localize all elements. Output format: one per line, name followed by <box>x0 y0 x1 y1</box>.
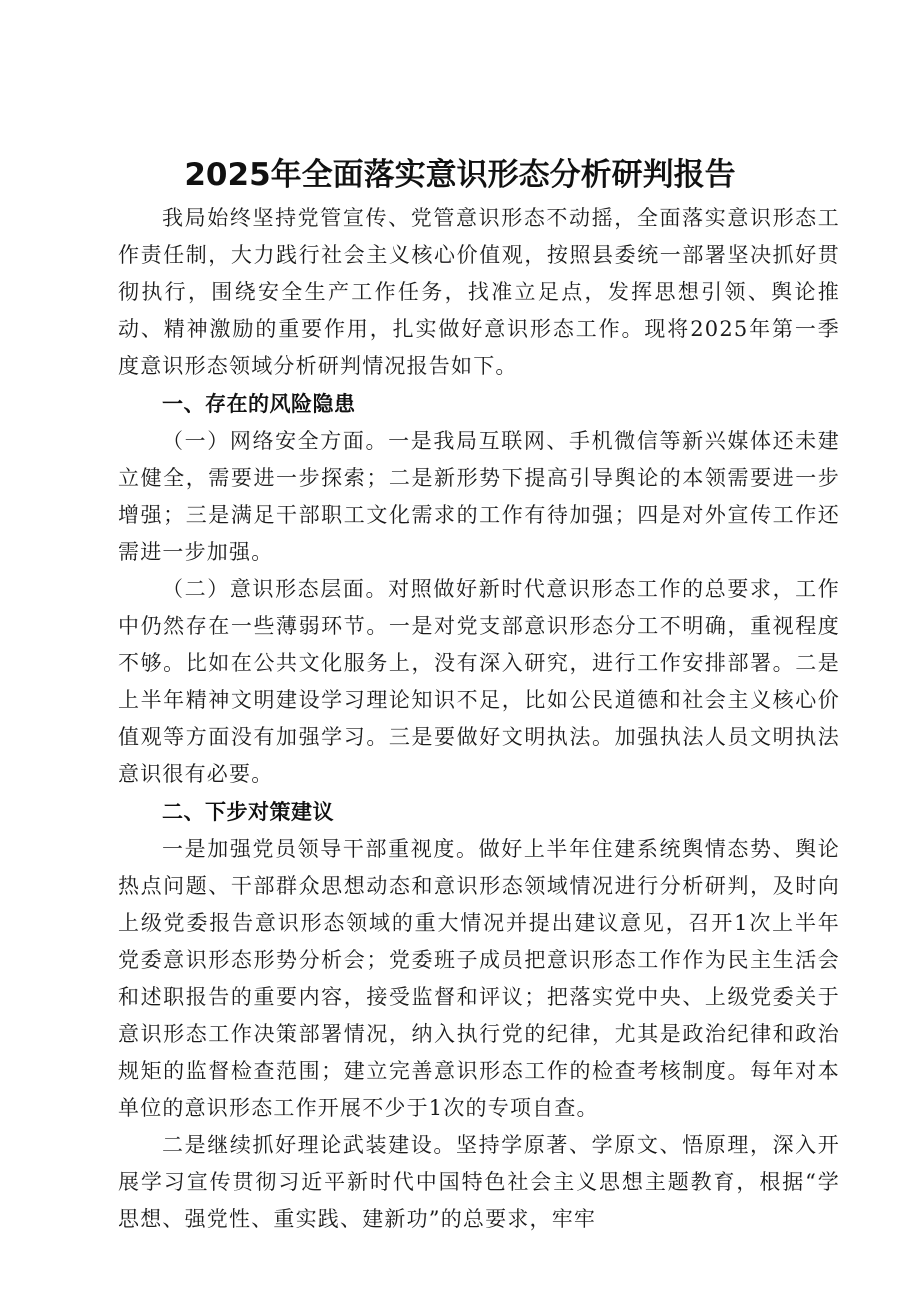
paragraph-leadership-attention: 一是加强党员领导干部重视度。做好上半年住建系统舆情态势、舆论热点问题、干部群众思想动态和意识形态领域情况进行分析研判，及时向上级党委报告意识形态领域的重大情况并提出建议意见，召开1次上半年党委意识形态形势分析会；党委班子成员把意识形态工作作为民主生活会和述职报告的重要内容，接受监督和评议；把落实党中央、上级党委关于意识形态工作决策部署情况，纳入执行党的纪律，尤其是政治纪律和政治规矩的监督检查范围；建立完善意识形态工作的检查考核制度。每年对本单位的意识形态工作开展不少于1次的专项自查。 <box>118 837 840 1120</box>
section-heading-countermeasures: 二、下步对策建议 <box>162 800 334 824</box>
section-heading-risks: 一、存在的风险隐患 <box>162 392 356 416</box>
document-body <box>118 200 840 1238</box>
intro-paragraph: 我局始终坚持党管宣传、党管意识形态不动摇，全面落实意识形态工作责任制，大力践行社会主义核心价值观，按照县委统一部署坚决抓好贯彻执行，围绕安全生产工作任务，找准立足点，发挥思想引领、舆论推动、精神激励的重要作用，扎实做好意识形态工作。现将2025年第一季度意识形态领域分析研判情况报告如下。 <box>118 206 840 378</box>
paragraph-theory-building: 二是继续抓好理论武装建设。坚持学原著、学原文、悟原理，深入开展学习宣传贯彻习近平新时代中国特色社会主义思想主题教育，根据“学思想、强党性、重实践、建新功”的总要求，牢牢 <box>118 1133 840 1231</box>
paragraph-ideology-level: （二）意识形态层面。对照做好新时代意识形态工作的总要求，工作中仍然存在一些薄弱环节。一是对党支部意识形态分工不明确，重视程度不够。比如在公共文化服务上，没有深入研究，进行工作安排部署。二是上半年精神文明建设学习理论知识不足，比如公民道德和社会主义核心价值观等方面没有加强学习。三是要做好文明执法。加强执法人员文明执法意识很有必要。 <box>118 577 840 786</box>
document-title: 2025年全面落实意识形态分析研判报告 <box>184 156 736 193</box>
paragraph-network-security: （一）网络安全方面。一是我局互联网、手机微信等新兴媒体还未建立健全，需要进一步探索；二是新形势下提高引导舆论的本领需要进一步增强；三是满足干部职工文化需求的工作有待加强；四是对外宣传工作还需进一步加强。 <box>118 429 840 564</box>
